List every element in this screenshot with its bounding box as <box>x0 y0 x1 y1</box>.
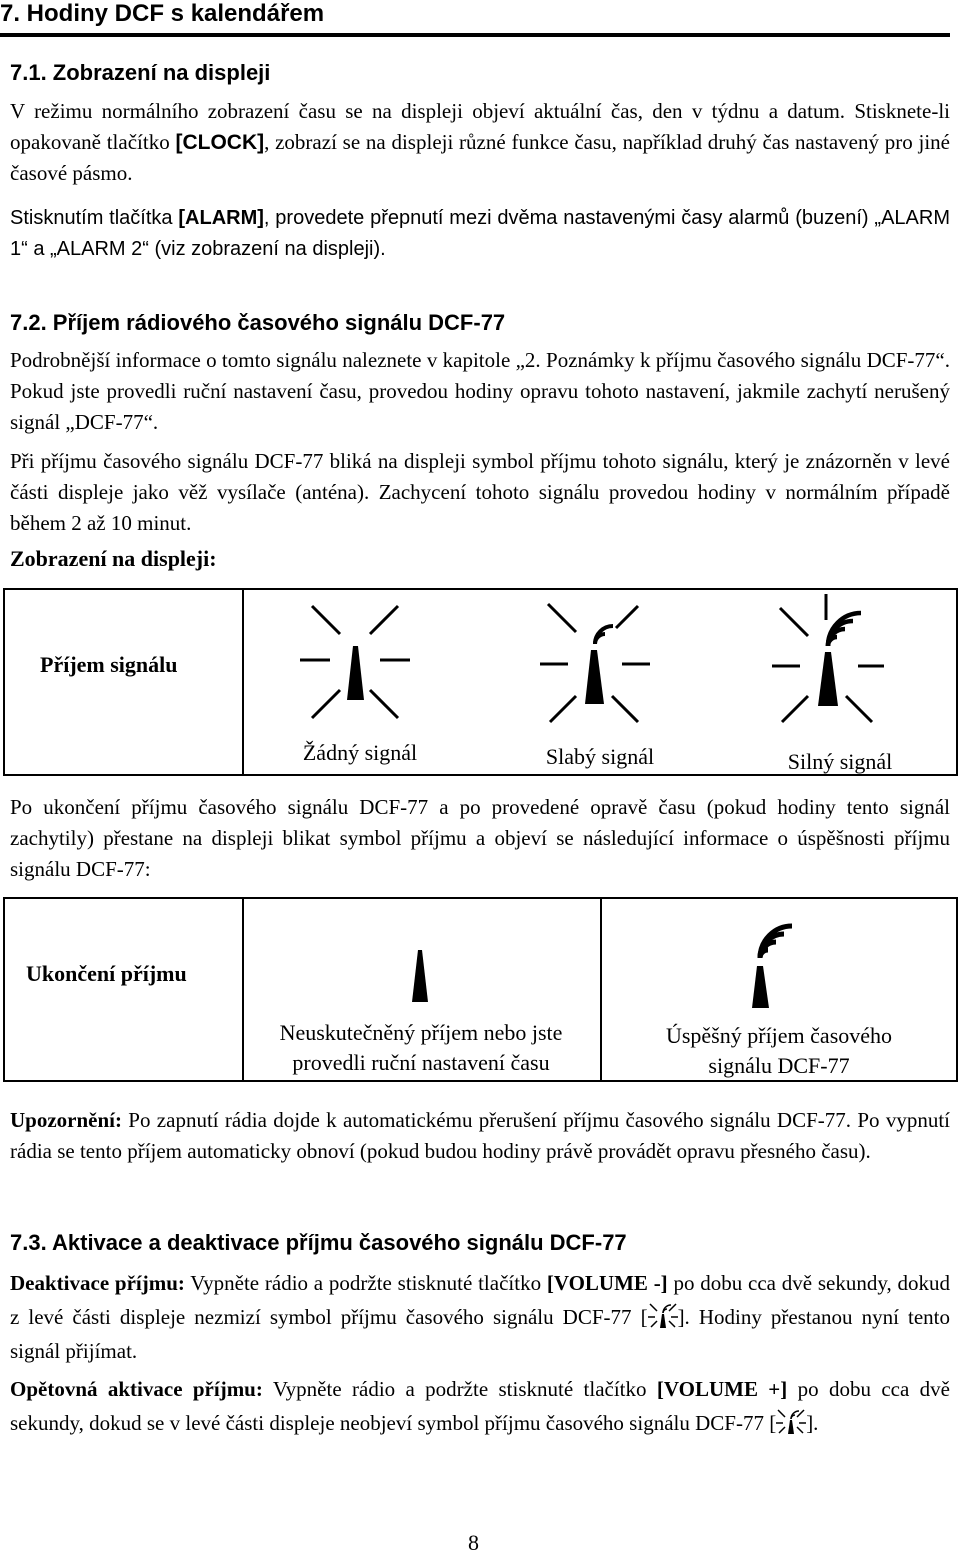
volume-plus-label: [VOLUME +] <box>656 1377 788 1401</box>
warning-paragraph: Upozornění: Po zapnutí rádia dojde k automatickému přerušení příjmu časového signálu DCF-77. Po vypnutí rádia se tento příjem automaticky obnoví (pokud budou hodiny právě provádět opravu přesného času). <box>10 1108 950 1163</box>
strong-signal-caption: Silný signál <box>787 749 893 774</box>
heading-7-1: 7.1. Zobrazení na displeji <box>10 60 271 85</box>
title-rule <box>0 33 950 37</box>
no-signal-icon <box>300 596 410 726</box>
paragraph-7-1-b: Stisknutím tlačítka [ALARM], provedete přepnutí mezi dvěma nastavenými časy alarmů (buzení) „ALARM 1“ a „ALARM 2“ (viz zobrazení na displeji). <box>10 207 950 260</box>
end-table-label: Ukončení příjmu <box>26 961 187 986</box>
alarm-button-label: [ALARM] <box>178 207 264 229</box>
success-reception-caption: Úspěšný příjem časového signálu DCF-77 <box>665 1023 893 1078</box>
paragraph-7-2-a: Podrobnější informace o tomto signálu naleznete v kapitole „2. Poznámky k příjmu časového signálu DCF-77“. Pokud jste provedli ruční nastavení času, provedou hodiny opravu tohoto nastavení, jakmile zachytí nerušený signál „DCF-77“. <box>10 348 950 434</box>
failed-reception-caption: Neuskutečněný příjem nebo jste provedli ruční nastavení času <box>279 1020 563 1075</box>
reactivation-paragraph: Opětovná aktivace příjmu: Vypněte rádio a podržte stisknuté tlačítko [VOLUME +] po dobu cca dvě sekundy, dokud se v levé části displeje neobjeví symbol příjmu časového signálu DCF-77 [ ]. <box>10 1377 950 1435</box>
deactivation-paragraph: Deaktivace příjmu: Vypněte rádio a podržte stisknuté tlačítko [VOLUME -] po dobu cca dvě sekundy, dokud z levé části displeje nezmizí symbol příjmu časového signálu DCF-77 [ ]. Hodiny přestanou nyní tento signál přijímat. <box>10 1271 950 1363</box>
no-signal-caption: Žádný signál <box>302 740 418 765</box>
clock-button-label: [CLOCK] <box>175 131 265 154</box>
weak-signal-icon <box>540 596 660 731</box>
heading-7-3: 7.3. Aktivace a deaktivace příjmu časového signálu DCF-77 <box>10 1230 627 1255</box>
table-divider <box>242 588 244 776</box>
dcf-reception-icon <box>776 1406 806 1434</box>
strong-signal-icon <box>772 594 892 729</box>
tower-icon <box>408 950 432 1005</box>
paragraph-7-1-a: V režimu normálního zobrazení času se na displeji objeví aktuální čas, den v týdnu a datum. Stisknete-li opakovaně tlačítko [CLOCK], zobrazí se na displeji různé funkce času, například druhý čas nastavený pro jiné časové pásmo. <box>10 99 950 185</box>
volume-minus-label: [VOLUME -] <box>546 1271 668 1295</box>
paragraph-7-2-c: Po ukončení příjmu časového signálu DCF-77 a po provedené opravě času (pokud hodiny tento signál zachytily) přestane na displeji blikat symbol příjmu a objeví se následující informace o úspěšnosti příjmu signálu DCF-77: <box>10 795 950 881</box>
display-label: Zobrazení na displeji: <box>10 546 217 571</box>
signal-table-label: Příjem signálu <box>40 652 178 677</box>
page-number: 8 <box>468 1530 479 1555</box>
paragraph-7-2-b: Při příjmu časového signálu DCF-77 bliká na displeji symbol příjmu tohoto signálu, který je znázorněn v levé části displeje jako věž vysílače (anténa). Zachycení tohoto signálu provedou hodiny v normálním případě během 2 až 10 minut. <box>10 449 950 535</box>
heading-7-2: 7.2. Příjem rádiového časového signálu DCF-77 <box>10 310 506 335</box>
section-title: 7. Hodiny DCF s kalendářem <box>0 0 325 27</box>
warning-label: Upozornění: <box>10 1108 122 1132</box>
weak-signal-caption: Slabý signál <box>545 744 655 769</box>
dcf-reception-icon <box>648 1300 678 1328</box>
success-signal-icon <box>752 918 822 1013</box>
